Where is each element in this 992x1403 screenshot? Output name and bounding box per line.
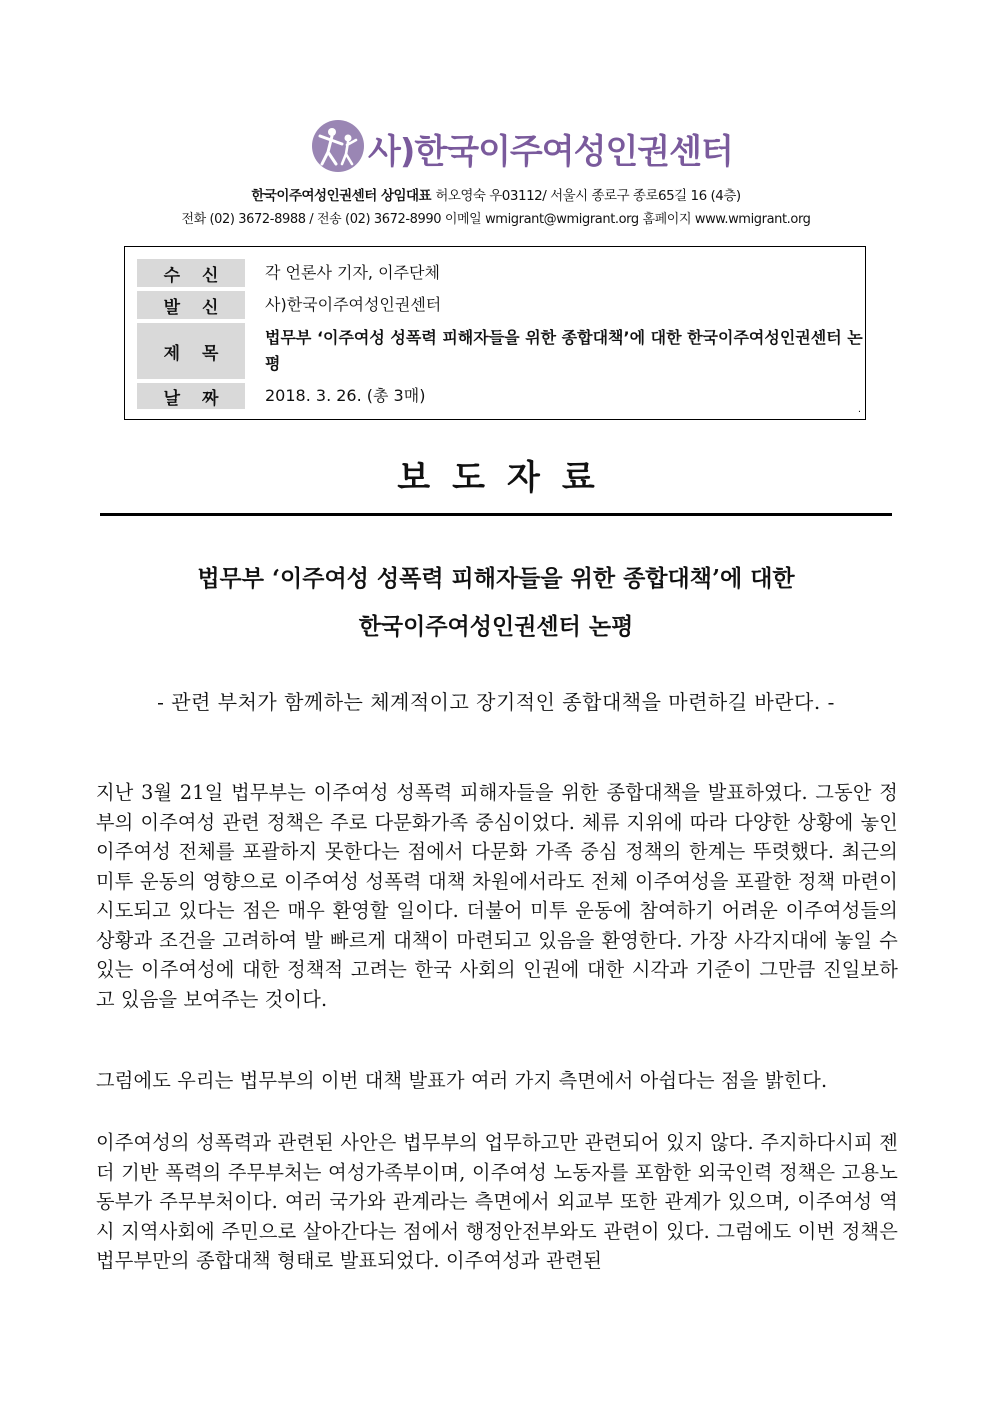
subtitle: - 관련 부처가 함께하는 체계적이고 장기적인 종합대책을 마련하길 바란다. - xyxy=(157,690,835,714)
info-label: 날짜 xyxy=(137,383,245,409)
address-text: 허오영숙 우03112/ 서울시 종로구 종로65길 16 (4층) xyxy=(435,188,741,204)
document-type-title: 보도자료 xyxy=(397,458,617,498)
info-value: 사)한국이주여성인권센터 xyxy=(265,295,442,314)
info-dot: . xyxy=(857,404,861,415)
headline-line-2: 한국이주여성인권센터 논평 xyxy=(358,613,634,640)
address-line xyxy=(0,184,992,204)
info-value: 법무부 ‘이주여성 성폭력 피해자들을 위한 종합대책’에 대한 한국이주여성인권센터 논평 xyxy=(265,328,863,373)
info-value: 2018. 3. 26. (총 3매) xyxy=(265,386,426,405)
title-divider xyxy=(100,513,892,516)
info-box xyxy=(124,246,866,420)
organization-name: 사)한국이주여성인권센터 xyxy=(368,132,733,172)
dancing-figures-emblem-icon xyxy=(310,118,366,174)
info-label: 수신 xyxy=(137,259,245,287)
representative-title: 한국이주여성인권센터 상임대표 xyxy=(251,188,432,204)
body-paragraph: 이주여성의 성폭력과 관련된 사안은 법무부의 업무하고만 관련되어 있지 않다. 주지하다시피 젠더 기반 폭력의 주무부처는 여성가족부이며, 이주여성 노동자를 포함한 외국인력 정책은 고용노동부가 주무부처이다. 여러 국가와 관계라는 측면에서 외교부 또한 관계가 있으며, 이주여성 역시 지역사회에 주민으로 살아간다는 점에서 행정안전부와도 관련이 있다. 그럼에도 이번 정책은 법무부만의 종합대책 형태로 발표되었다. 이주여성과 관련된 xyxy=(96,1131,898,1272)
headline-line-1: 법무부 ‘이주여성 성폭력 피해자들을 위한 종합대책’에 대한 xyxy=(197,565,795,592)
body-paragraph: 그럼에도 우리는 법무부의 이번 대책 발표가 여러 가지 측면에서 아쉽다는 점을 밝힌다. xyxy=(96,1069,828,1092)
info-value: 각 언론사 기자, 이주단체 xyxy=(265,263,440,282)
info-label: 발신 xyxy=(137,291,245,319)
organization-logo xyxy=(310,118,733,174)
body-paragraph: 지난 3월 21일 법무부는 이주여성 성폭력 피해자들을 위한 종합대책을 발표하였다. 그동안 정부의 이주여성 관련 정책은 주로 다문화가족 중심이었다. 체류 지위에 따라 다양한 상황에 놓인 이주여성 전체를 포괄하지 못한다는 점에서 다문화 가족 중심 정책의 한계는 뚜렷했다. 최근의 미투 운동의 영향으로 이주여성 성폭력 대책 차원에서라도 전체 이주여성을 포괄한 정책 마련이 시도되고 있다는 점은 매우 환영할 일이다. 더불어 미투 운동에 참여하기 어려운 이주여성들의 상황과 조건을 고려하여 발 빠르게 대책이 마련되고 있음을 환영한다. 가장 사각지대에 놓일 수 있는 이주여성에 대한 정책적 고려는 한국 사회의 인권에 대한 시각과 기준이 그만큼 진일보하고 있음을 보여주는 것이다. xyxy=(96,781,898,1011)
info-label: 제목 xyxy=(137,323,245,379)
contact-line: 전화 (02) 3672-8988 / 전송 (02) 3672-8990 이메일 wmigrant@wmigrant.org 홈페이지 www.wmigrant.org xyxy=(181,212,811,227)
